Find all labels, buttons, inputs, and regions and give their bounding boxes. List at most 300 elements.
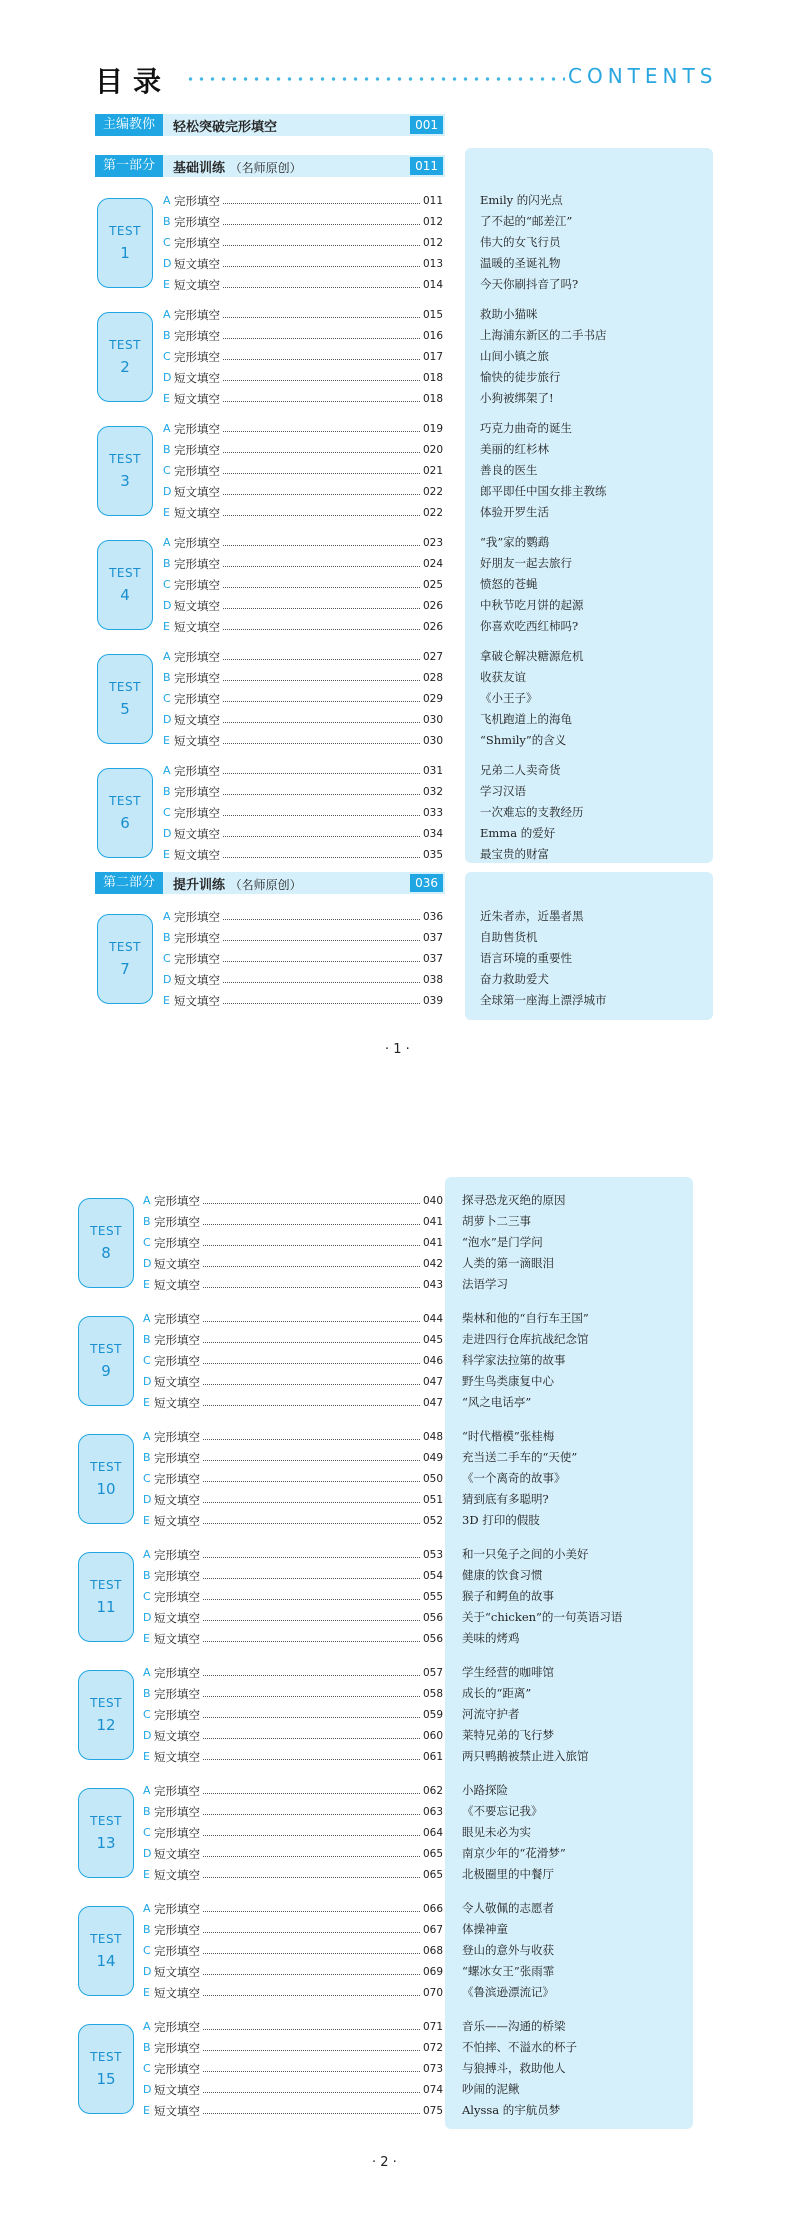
toc-row[interactable] — [143, 1489, 443, 1510]
item-title[interactable]: 郎平即任中国女排主教练 — [480, 484, 607, 498]
leader-dots — [223, 467, 420, 474]
toc-row[interactable] — [163, 730, 443, 751]
item-title[interactable]: 《小王子》 — [480, 691, 538, 705]
toc-row[interactable] — [163, 990, 443, 1011]
item-title[interactable]: 音乐——沟通的桥梁 — [462, 2019, 566, 2033]
item-letter: A — [143, 1430, 151, 1443]
leader-dots — [223, 976, 420, 983]
toc-row[interactable] — [163, 367, 443, 388]
leader-dots — [203, 1850, 420, 1857]
toc-row[interactable] — [143, 1780, 443, 1801]
item-page: 012 — [422, 236, 443, 249]
item-title[interactable]: 法语学习 — [462, 1277, 508, 1291]
toc-row[interactable] — [163, 616, 443, 637]
item-type: 短文填空 — [154, 1728, 200, 1743]
item-title[interactable]: 猴子和鳄鱼的故事 — [462, 1589, 554, 1603]
toc-row[interactable] — [163, 190, 443, 211]
item-title[interactable]: 你喜欢吃西红柿吗? — [480, 619, 579, 633]
contents-label: CONTENTS — [568, 64, 718, 88]
item-title[interactable]: Emily 的闪光点 — [480, 193, 563, 207]
toc-row[interactable] — [163, 760, 443, 781]
item-type: 短文填空 — [154, 1492, 200, 1507]
item-title[interactable]: 小路探险 — [462, 1783, 508, 1797]
toc-row[interactable] — [143, 1662, 443, 1683]
item-page: 067 — [422, 1923, 443, 1936]
item-title[interactable]: 最宝贵的财富 — [480, 847, 549, 861]
leader-dots — [223, 767, 420, 774]
toc-row[interactable] — [143, 1683, 443, 1704]
toc-row[interactable] — [143, 1253, 443, 1274]
item-title[interactable]: 吵闹的泥鳅 — [462, 2082, 520, 2096]
item-title[interactable]: 人类的第一滴眼泪 — [462, 1256, 554, 1270]
leader-dots — [203, 1871, 420, 1878]
item-title[interactable]: 关于“chicken”的一句英语习语 — [462, 1610, 623, 1624]
item-title[interactable]: 与狼搏斗，救助他人 — [462, 2061, 566, 2075]
toc-row[interactable] — [143, 1308, 443, 1329]
test-badge[interactable] — [97, 198, 153, 288]
item-title[interactable]: 拿破仑解决糖源危机 — [480, 649, 584, 663]
item-title[interactable]: 登山的意外与收获 — [462, 1943, 554, 1957]
toc-row[interactable] — [143, 2079, 443, 2100]
item-type: 完形填空 — [174, 442, 220, 457]
item-title[interactable]: 小狗被绑架了! — [480, 391, 554, 405]
toc-row[interactable] — [163, 802, 443, 823]
part2-page: 036 — [410, 874, 443, 892]
item-letter: A — [163, 308, 171, 321]
test-number: 2 — [120, 358, 130, 376]
item-page: 053 — [422, 1548, 443, 1561]
test-badge[interactable] — [78, 1316, 134, 1406]
item-title[interactable]: 飞机跑道上的海龟 — [480, 712, 572, 726]
item-title[interactable]: 收获友谊 — [480, 670, 526, 684]
toc-row[interactable] — [163, 844, 443, 865]
item-title[interactable]: “泡水”是门学问 — [462, 1235, 543, 1249]
item-title[interactable]: “螺冰女王”张雨霏 — [462, 1964, 555, 1978]
toc-row[interactable] — [143, 1586, 443, 1607]
item-type: 完形填空 — [154, 1825, 200, 1840]
item-type: 完形填空 — [154, 1901, 200, 1916]
toc-row[interactable] — [143, 1864, 443, 1885]
page-number-1: · 1 · — [385, 1042, 410, 1057]
item-title[interactable]: 语言环境的重要性 — [480, 951, 572, 965]
leader-dots — [203, 1496, 420, 1503]
item-title[interactable]: 两只鸭鹅被禁止进入旅馆 — [462, 1749, 589, 1763]
item-page: 012 — [422, 215, 443, 228]
intro-bar[interactable] — [95, 114, 445, 136]
part1-bar[interactable] — [95, 155, 445, 177]
item-type: 短文填空 — [154, 1395, 200, 1410]
toc-row[interactable] — [163, 969, 443, 990]
toc-row[interactable] — [163, 781, 443, 802]
item-title[interactable]: 北极圈里的中餐厅 — [462, 1867, 554, 1881]
item-page: 047 — [422, 1396, 443, 1409]
toc-row[interactable] — [143, 1510, 443, 1531]
item-type: 短文填空 — [154, 1610, 200, 1625]
item-title[interactable]: 自助售货机 — [480, 930, 538, 944]
item-title[interactable]: 《鲁滨逊漂流记》 — [462, 1985, 554, 1999]
item-letter: D — [143, 1847, 152, 1860]
item-letter: E — [143, 1986, 150, 1999]
item-page: 011 — [422, 194, 443, 207]
item-page: 047 — [422, 1375, 443, 1388]
item-title[interactable]: 美丽的红杉林 — [480, 442, 549, 456]
item-letter: E — [143, 1632, 150, 1645]
leader-dots — [223, 353, 420, 360]
test-badge[interactable] — [78, 1670, 134, 1760]
toc-row[interactable] — [143, 1190, 443, 1211]
toc-row[interactable] — [143, 1961, 443, 1982]
part1-title: 基础训练 — [173, 160, 226, 176]
leader-dots — [203, 1281, 420, 1288]
toc-row[interactable] — [163, 667, 443, 688]
toc-row[interactable] — [143, 2016, 443, 2037]
item-title[interactable]: 令人敬佩的志愿者 — [462, 1901, 554, 1915]
test-label: TEST — [90, 1224, 122, 1238]
item-page: 032 — [422, 785, 443, 798]
item-letter: A — [143, 1194, 151, 1207]
leader-dots — [223, 311, 420, 318]
item-title[interactable]: 上海浦东新区的二手书店 — [480, 328, 607, 342]
item-title[interactable]: Alyssa 的宇航员梦 — [462, 2103, 561, 2117]
toc-row[interactable] — [163, 927, 443, 948]
item-title[interactable]: 体验开罗生活 — [480, 505, 549, 519]
item-title[interactable]: 愉快的徒步旅行 — [480, 370, 561, 384]
item-type: 短文填空 — [154, 1846, 200, 1861]
leader-dots — [223, 653, 420, 660]
item-page: 026 — [422, 599, 443, 612]
toc-row[interactable] — [143, 1607, 443, 1628]
toc-row[interactable] — [143, 1544, 443, 1565]
item-type: 完形填空 — [174, 805, 220, 820]
item-letter: E — [163, 278, 170, 291]
test-badge[interactable] — [97, 654, 153, 744]
leader-dots — [203, 1829, 420, 1836]
item-letter: E — [163, 994, 170, 1007]
item-type: 短文填空 — [174, 712, 220, 727]
test-badge[interactable] — [78, 1906, 134, 1996]
leader-dots — [223, 374, 420, 381]
item-title[interactable]: 兄弟二人卖奇货 — [480, 763, 561, 777]
item-letter: B — [163, 671, 171, 684]
toc-row[interactable] — [143, 1822, 443, 1843]
item-letter: D — [143, 2083, 152, 2096]
item-page: 029 — [422, 692, 443, 705]
item-title[interactable]: 好朋友一起去旅行 — [480, 556, 572, 570]
item-title[interactable]: 中秋节吃月饼的起源 — [480, 598, 584, 612]
item-title[interactable]: “我”家的鹦鹉 — [480, 535, 550, 549]
item-title[interactable]: 河流守护者 — [462, 1707, 520, 1721]
toc-row[interactable] — [143, 1628, 443, 1649]
item-page: 033 — [422, 806, 443, 819]
item-title[interactable]: 奋力救助爱犬 — [480, 972, 549, 986]
item-type: 短文填空 — [154, 1374, 200, 1389]
toc-row[interactable] — [163, 388, 443, 409]
test-badge[interactable] — [78, 1434, 134, 1524]
test-badge[interactable] — [78, 2024, 134, 2114]
item-letter: D — [163, 973, 172, 986]
toc-row[interactable] — [143, 1426, 443, 1447]
item-title[interactable]: 一次难忘的支教经历 — [480, 805, 584, 819]
item-letter: C — [143, 1472, 151, 1485]
toc-row[interactable] — [163, 906, 443, 927]
item-title[interactable]: 温暖的圣诞礼物 — [480, 256, 561, 270]
toc-row[interactable] — [143, 1447, 443, 1468]
item-type: 完形填空 — [154, 2040, 200, 2055]
item-letter: E — [143, 2104, 150, 2117]
test-badge[interactable] — [97, 426, 153, 516]
item-title[interactable]: 愤怒的苍蝇 — [480, 577, 538, 591]
leader-dots — [223, 674, 420, 681]
leader-dots — [223, 197, 420, 204]
toc-row[interactable] — [163, 948, 443, 969]
toc-row[interactable] — [143, 1704, 443, 1725]
toc-row[interactable] — [143, 1274, 443, 1295]
item-type: 短文填空 — [154, 1256, 200, 1271]
item-type: 完形填空 — [174, 307, 220, 322]
toc-row[interactable] — [143, 1232, 443, 1253]
item-title[interactable]: 救助小猫咪 — [480, 307, 538, 321]
test-label: TEST — [109, 224, 141, 238]
test-badge[interactable] — [78, 1198, 134, 1288]
item-title[interactable]: 南京少年的“花滑梦” — [462, 1846, 566, 1860]
toc-row[interactable] — [163, 211, 443, 232]
item-type: 完形填空 — [154, 1214, 200, 1229]
toc-row[interactable] — [163, 574, 443, 595]
item-title[interactable]: 科学家法拉第的故事 — [462, 1353, 566, 1367]
item-type: 短文填空 — [174, 619, 220, 634]
item-type: 短文填空 — [154, 1867, 200, 1882]
item-type: 完形填空 — [154, 1193, 200, 1208]
item-title[interactable]: “Shmily”的含义 — [480, 733, 567, 747]
test-badge[interactable] — [97, 540, 153, 630]
leader-dots — [203, 2086, 420, 2093]
test-label: TEST — [109, 940, 141, 954]
item-type: 完形填空 — [154, 1429, 200, 1444]
item-page: 050 — [422, 1472, 443, 1485]
item-title[interactable]: Emma 的爱好 — [480, 826, 556, 840]
leader-dots — [223, 395, 420, 402]
item-letter: A — [163, 650, 171, 663]
item-type: 完形填空 — [154, 1332, 200, 1347]
item-page: 049 — [422, 1451, 443, 1464]
item-title[interactable]: 《不要忘记我》 — [462, 1804, 543, 1818]
test-label: TEST — [90, 1932, 122, 1946]
item-title[interactable]: 充当送二手车的“天使” — [462, 1450, 578, 1464]
item-letter: E — [143, 1750, 150, 1763]
item-type: 完形填空 — [154, 1547, 200, 1562]
item-type: 完形填空 — [154, 1568, 200, 1583]
part2-bar[interactable] — [95, 872, 445, 894]
test-badge[interactable] — [78, 1788, 134, 1878]
item-title[interactable]: 猜到底有多聪明? — [462, 1492, 549, 1506]
item-title[interactable]: 学习汉语 — [480, 784, 526, 798]
item-page: 018 — [422, 392, 443, 405]
item-page: 074 — [422, 2083, 443, 2096]
toc-row[interactable] — [163, 646, 443, 667]
toc-row[interactable] — [143, 1565, 443, 1586]
item-page: 066 — [422, 1902, 443, 1915]
item-title[interactable]: 《一个离奇的故事》 — [462, 1471, 566, 1485]
item-title[interactable]: 今天你刷抖音了吗? — [480, 277, 579, 291]
test-badge[interactable] — [97, 914, 153, 1004]
item-title[interactable]: 健康的饮食习惯 — [462, 1568, 543, 1582]
toc-row[interactable] — [163, 232, 443, 253]
toc-row[interactable] — [163, 346, 443, 367]
item-title[interactable]: 柴林和他的“自行车王国” — [462, 1311, 589, 1325]
toc-row[interactable] — [163, 823, 443, 844]
item-letter: C — [163, 464, 171, 477]
item-letter: E — [143, 1868, 150, 1881]
leader-dots — [203, 1926, 420, 1933]
item-title[interactable]: 美味的烤鸡 — [462, 1631, 520, 1645]
item-type: 完形填空 — [154, 1471, 200, 1486]
toc-row[interactable] — [143, 2037, 443, 2058]
toc-row[interactable] — [163, 418, 443, 439]
toc-row[interactable] — [143, 1801, 443, 1822]
item-title[interactable]: 成长的“距离” — [462, 1686, 532, 1700]
item-type: 短文填空 — [174, 598, 220, 613]
item-letter: B — [143, 2041, 151, 2054]
item-type: 完形填空 — [174, 930, 220, 945]
toc-row[interactable] — [163, 595, 443, 616]
item-page: 030 — [422, 713, 443, 726]
item-title[interactable]: 全球第一座海上漂浮城市 — [480, 993, 607, 1007]
leader-dots — [203, 1905, 420, 1912]
toc-row[interactable] — [143, 1329, 443, 1350]
item-page: 054 — [422, 1569, 443, 1582]
leader-dots — [203, 1968, 420, 1975]
test-label: TEST — [109, 566, 141, 580]
leader-dots — [203, 1732, 420, 1739]
toc-row[interactable] — [143, 2058, 443, 2079]
item-type: 完形填空 — [174, 909, 220, 924]
item-title[interactable]: 体操神童 — [462, 1922, 508, 1936]
item-title[interactable]: 山间小镇之旅 — [480, 349, 549, 363]
item-title[interactable]: 探寻恐龙灭绝的原因 — [462, 1193, 566, 1207]
toc-row[interactable] — [143, 1468, 443, 1489]
item-title[interactable]: 学生经营的咖啡馆 — [462, 1665, 554, 1679]
item-type: 完形填空 — [154, 1707, 200, 1722]
toc-row[interactable] — [143, 1940, 443, 1961]
item-title[interactable]: 了不起的“邮差江” — [480, 214, 573, 228]
item-page: 038 — [422, 973, 443, 986]
item-title[interactable]: 野生鸟类康复中心 — [462, 1374, 554, 1388]
toc-row[interactable] — [143, 1211, 443, 1232]
item-title[interactable]: 3D 打印的假肢 — [462, 1513, 540, 1527]
leader-dots — [223, 830, 420, 837]
item-title[interactable]: 近朱者赤，近墨者黑 — [480, 909, 584, 923]
leader-dots — [203, 2023, 420, 2030]
leader-dots — [203, 1669, 420, 1676]
toc-row[interactable] — [143, 1919, 443, 1940]
item-title[interactable]: 巧克力曲奇的诞生 — [480, 421, 572, 435]
item-letter: D — [143, 1375, 152, 1388]
toc-row[interactable] — [163, 274, 443, 295]
item-letter: A — [143, 1784, 151, 1797]
dotted-rule — [185, 77, 565, 81]
item-type: 完形填空 — [154, 1686, 200, 1701]
toc-row[interactable] — [163, 460, 443, 481]
toc-row[interactable] — [143, 1843, 443, 1864]
part2-tag: 第二部分 — [95, 872, 163, 894]
item-title[interactable]: 眼见未必为实 — [462, 1825, 531, 1839]
toc-row[interactable] — [143, 1371, 443, 1392]
item-title[interactable]: 走进四行仓库抗战纪念馆 — [462, 1332, 589, 1346]
item-title[interactable]: 善良的医生 — [480, 463, 538, 477]
toc-row[interactable] — [163, 553, 443, 574]
toc-row[interactable] — [163, 532, 443, 553]
toc-row[interactable] — [163, 439, 443, 460]
toc-row[interactable] — [143, 1725, 443, 1746]
toc-row[interactable] — [143, 1982, 443, 2003]
toc-row[interactable] — [163, 325, 443, 346]
item-type: 完形填空 — [174, 649, 220, 664]
item-letter: C — [163, 578, 171, 591]
leader-dots — [223, 239, 420, 246]
item-letter: C — [143, 2062, 151, 2075]
item-page: 052 — [422, 1514, 443, 1527]
test-number: 3 — [120, 472, 130, 490]
toc-row[interactable] — [143, 2100, 443, 2121]
test-label: TEST — [90, 1342, 122, 1356]
item-type: 完形填空 — [154, 1804, 200, 1819]
item-title[interactable]: “时代楷模”张桂梅 — [462, 1429, 555, 1443]
item-page: 060 — [422, 1729, 443, 1742]
item-type: 完形填空 — [174, 951, 220, 966]
item-title[interactable]: 和一只兔子之间的小美好 — [462, 1547, 589, 1561]
leader-dots — [223, 788, 420, 795]
item-title[interactable]: 伟大的女飞行员 — [480, 235, 561, 249]
toc-row[interactable] — [143, 1746, 443, 1767]
toc-row[interactable] — [163, 304, 443, 325]
toc-row[interactable] — [143, 1898, 443, 1919]
item-title[interactable]: 不怕摔、不溢水的杯子 — [462, 2040, 577, 2054]
item-title[interactable]: “风之电话亭” — [462, 1395, 532, 1409]
toc-row[interactable] — [143, 1350, 443, 1371]
leader-dots — [203, 1711, 420, 1718]
item-letter: A — [163, 910, 171, 923]
part1-tag: 第一部分 — [95, 155, 163, 177]
toc-row[interactable] — [163, 253, 443, 274]
item-page: 046 — [422, 1354, 443, 1367]
toc-row[interactable] — [143, 1392, 443, 1413]
test-number: 12 — [96, 1716, 116, 1734]
leader-dots — [203, 1753, 420, 1760]
item-page: 034 — [422, 827, 443, 840]
leader-dots — [203, 2107, 420, 2114]
leader-dots — [203, 1808, 420, 1815]
toc-row[interactable] — [163, 481, 443, 502]
test-label: TEST — [90, 2050, 122, 2064]
item-letter: D — [163, 257, 172, 270]
test-badge[interactable] — [78, 1552, 134, 1642]
item-page: 056 — [422, 1632, 443, 1645]
item-type: 短文填空 — [154, 2103, 200, 2118]
test-label: TEST — [90, 1696, 122, 1710]
item-type: 完形填空 — [154, 1922, 200, 1937]
item-letter: A — [163, 536, 171, 549]
toc-row[interactable] — [163, 688, 443, 709]
toc-row[interactable] — [163, 502, 443, 523]
toc-row[interactable] — [163, 709, 443, 730]
item-title[interactable]: 莱特兄弟的飞行梦 — [462, 1728, 554, 1742]
test-badge[interactable] — [97, 312, 153, 402]
item-page: 037 — [422, 952, 443, 965]
item-page: 035 — [422, 848, 443, 861]
item-title[interactable]: 胡萝卜二三事 — [462, 1214, 531, 1228]
test-badge[interactable] — [97, 768, 153, 858]
item-page: 051 — [422, 1493, 443, 1506]
